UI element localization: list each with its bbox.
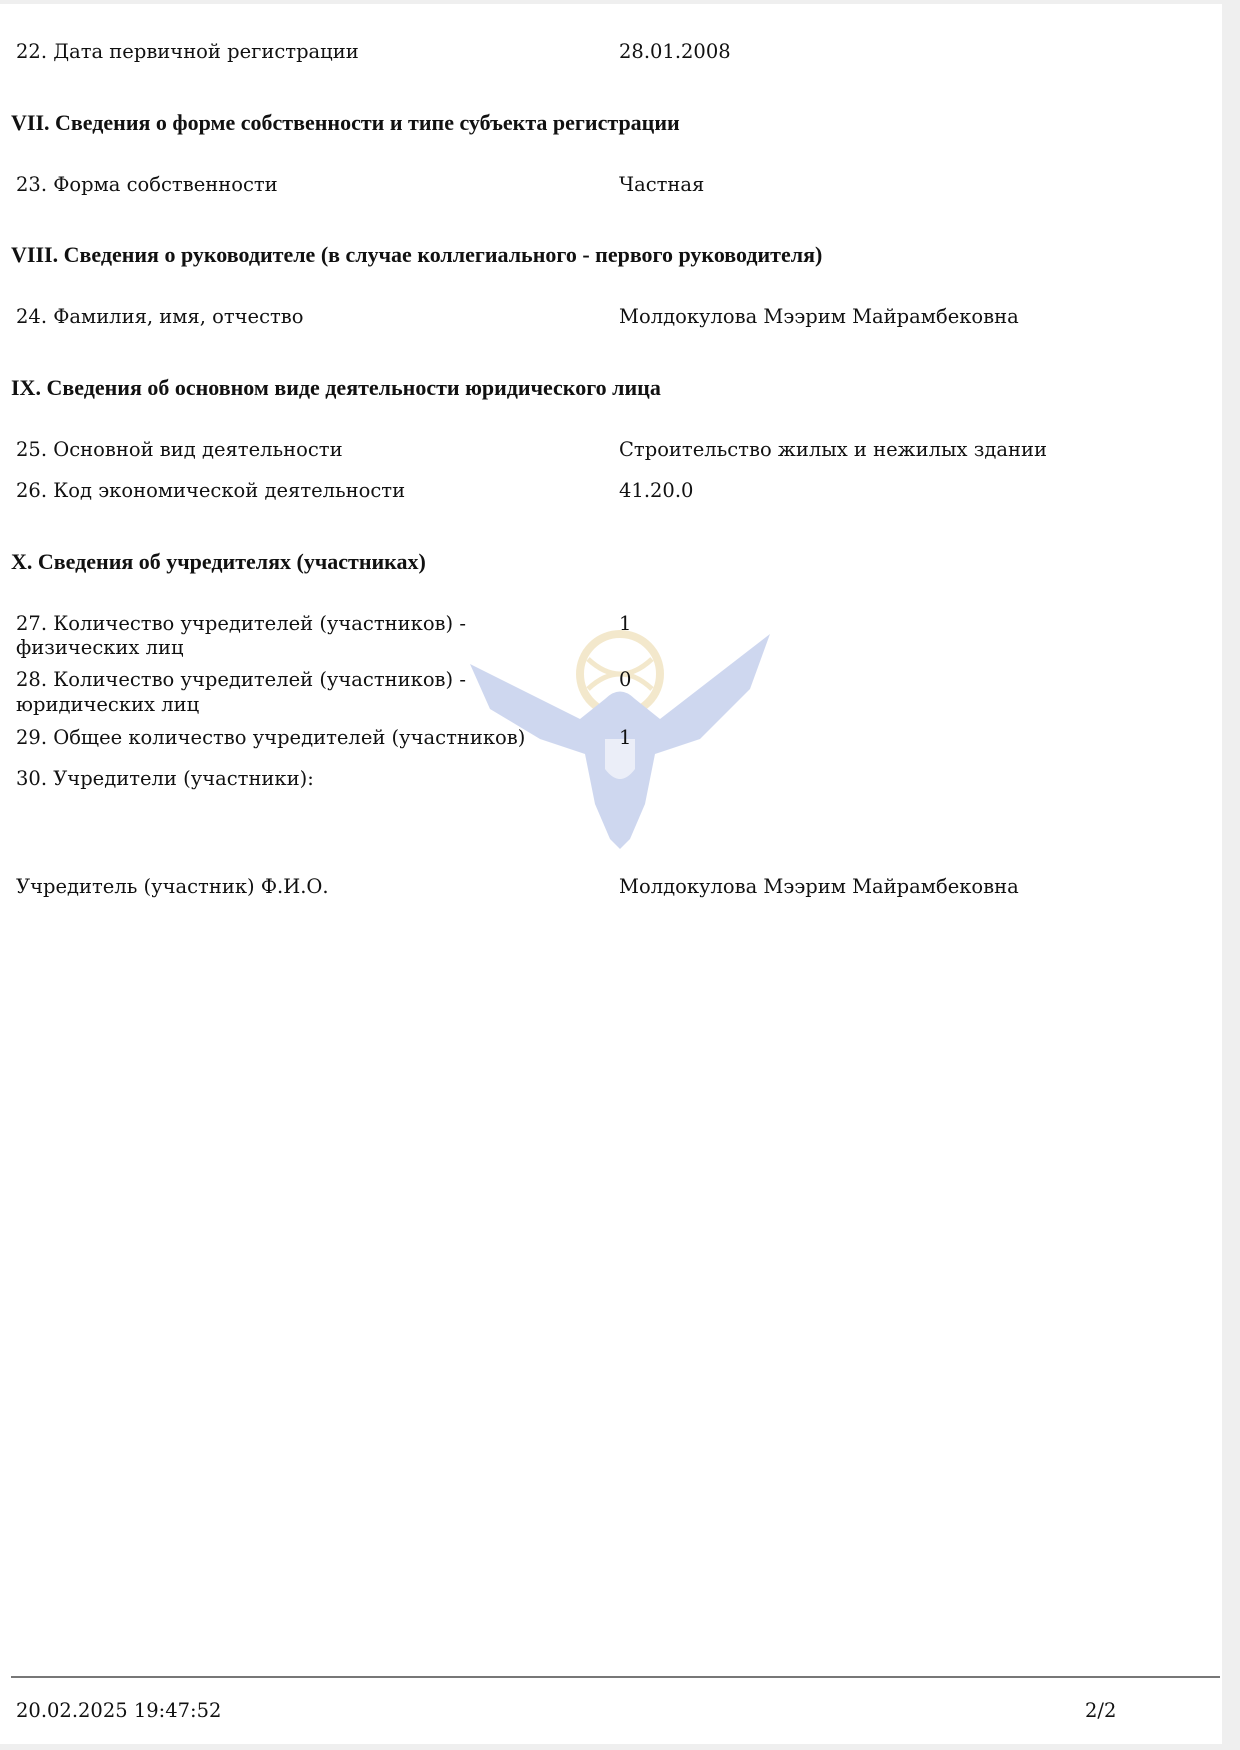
row-29-value: 1	[619, 726, 632, 749]
section-vii-heading: VII. Сведения о форме собственности и типе субъекта регистрации	[11, 110, 680, 135]
row-27-value: 1	[619, 612, 632, 635]
section-x-heading: X. Сведения об учредителях (участниках)	[11, 549, 426, 574]
founder-label: Учредитель (участник) Ф.И.О.	[16, 875, 329, 898]
row-28-label-line1: 28. Количество учредителей (участников) -	[16, 668, 466, 691]
row-22-value: 28.01.2008	[619, 40, 731, 63]
row-28-label-line2: юридических лиц	[16, 693, 200, 716]
section-ix-heading: IX. Сведения об основном виде деятельности юридического лица	[11, 375, 661, 400]
row-30-label: 30. Учредители (участники):	[16, 767, 314, 790]
document-page	[0, 4, 1222, 1744]
founder-value: Молдокулова Мээрим Майрамбековна	[619, 875, 1019, 898]
row-25-value: Строительство жилых и нежилых здании	[619, 438, 1047, 461]
section-viii-heading: VIII. Сведения о руководителе (в случае коллегиального - первого руководителя)	[11, 242, 823, 267]
row-24-label: 24. Фамилия, имя, отчество	[16, 305, 304, 328]
row-22-label: 22. Дата первичной регистрации	[16, 40, 359, 63]
row-27-label-line1: 27. Количество учредителей (участников) -	[16, 612, 466, 635]
row-29-label: 29. Общее количество учредителей (участников)	[16, 726, 526, 749]
row-28-value: 0	[619, 668, 632, 691]
row-23-label: 23. Форма собственности	[16, 173, 278, 196]
row-27-label-line2: физических лиц	[16, 636, 184, 659]
footer-timestamp: 20.02.2025 19:47:52	[16, 1699, 222, 1722]
row-26-value: 41.20.0	[619, 479, 694, 502]
footer-divider	[11, 1676, 1220, 1678]
row-25-label: 25. Основной вид деятельности	[16, 438, 343, 461]
row-24-value: Молдокулова Мээрим Майрамбековна	[619, 305, 1019, 328]
footer-page-number: 2/2	[1085, 1699, 1117, 1722]
row-23-value: Частная	[619, 173, 705, 196]
row-26-label: 26. Код экономической деятельности	[16, 479, 406, 502]
